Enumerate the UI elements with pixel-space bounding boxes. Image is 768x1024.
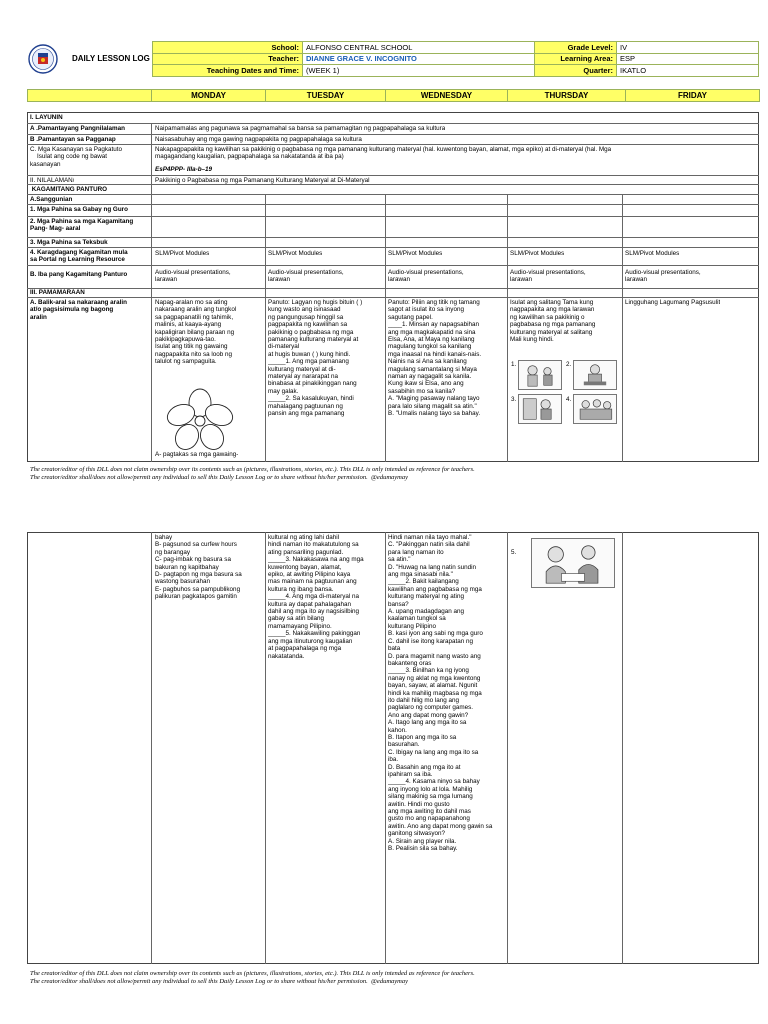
iba-label: B. Iba pang Kagamitang Panturo [30, 271, 128, 278]
day-friday: FRIDAY [626, 90, 760, 102]
thursday-pic-label-1: 1. [511, 361, 517, 368]
day-wednesday: WEDNESDAY [386, 90, 508, 102]
school-label: School: [153, 42, 303, 54]
nilalaman-label: II. NILALAMAN/ [30, 177, 75, 184]
gabay-label: 1. Mga Pahina sa Gabay ng Guro [30, 206, 128, 213]
pagganap-label: B .Pamantayan sa Pagganap [30, 136, 116, 143]
slm-tuesday: SLM/Pivot Modules [268, 250, 323, 257]
slm-friday: SLM/Pivot Modules [625, 250, 680, 257]
thursday-picture-5 [531, 538, 615, 588]
iba-friday: Audio-visual presentations, larawan [625, 269, 701, 284]
thursday-pic-label-4: 4. [566, 396, 572, 403]
slm-thursday: SLM/Pivot Modules [510, 250, 565, 257]
monday-last-line-p1: A- pagtakas sa mga gawaing- [155, 451, 239, 458]
thursday-pic-label-2: 2. [566, 361, 572, 368]
pamantayang-value: Naipamamalas ang pagunawa sa pagmamahal sa bansa sa pamamagitan ng pagpapahalaga sa kultura [155, 125, 446, 132]
footer-line2-p2: The creator/editor shall/does not allow/permit any individual to sell this Daily Lesson Log or to share without his/her permission. @edumaymay [30, 978, 408, 985]
area-value: ESP [617, 53, 759, 65]
doc-title: DAILY LESSON LOG [72, 54, 150, 63]
day-tuesday: TUESDAY [266, 90, 386, 102]
friday-content-p1: Lingguhang Lagumang Pagsusulit [625, 299, 721, 306]
nilalaman-value: Pakikinig o Pagbabasa ng mga Pamanang Kulturang Materyal at Di-Materyal [155, 177, 370, 184]
thursday-picture-1 [518, 360, 562, 390]
thursday-picture-3 [518, 394, 562, 424]
grade-value: IV [617, 42, 759, 54]
deped-seal-logo [28, 44, 58, 74]
day-thursday: THURSDAY [508, 90, 626, 102]
header-info-table [152, 41, 759, 77]
pamantayang-label: A .Pamantayang Pangnilalaman [30, 125, 125, 132]
monday-content-p2: bahay B- pagsunod sa curfew hours ng barangay C- pag-imbak ng basura sa bakuran ng kapitbahay D- pagtapon ng mga basura sa wastong basurahan E- pagbuhos sa pampublikong palikuran pagkatapos gamitin [155, 534, 242, 601]
area-label: Learning Area: [535, 53, 617, 65]
thursday-pic-label-3: 3. [511, 396, 517, 403]
balik-aral-label: A. Balik-aral sa nakaraang aralin at/o pagsisimula ng bagong aralin [30, 299, 127, 321]
day-header-row [27, 89, 760, 102]
iba-monday: Audio-visual presentations, larawan [155, 269, 231, 284]
slm-monday: SLM/Pivot Modules [155, 250, 210, 257]
sanggunian-label: A.Sanggunian [30, 196, 73, 203]
grade-label: Grade Level: [535, 42, 617, 54]
footer-line1-p2: The creator/editor of this DLL does not claim ownership over its contents such as (pictures, illustrations, stories, etc.). This DLL is only intended as reference for teachers. [30, 970, 475, 977]
thursday-content-p1: Isulat ang salitang Tama kung nagpapakita ang mga larawan ng kawilihan sa pakikinig o pagbabasa ng mga pamanang kulturang materyal at salitang Mali kung hindi. [510, 299, 596, 344]
layunin-heading: I. LAYUNIN [30, 114, 63, 121]
tuesday-content-p1: Panuto: Lagyan ng hugis bituin ( ) kung wasto ang isinasaad ng pangungusap hinggil sa pagpapakita ng kawilihan sa pakikinig o pagbabasa ng mga pamanang kulturang materyal at di-materyal at hugis buwan ( ) kung hindi. _____1. Ang mga pamanang kulturang materyal at di- materyal ay nararapat na binabasa at pinakikinggan nang may galak. _____2. Sa kasalukuyan, hindi mahalagang pagtuunan ng pansin ang mga pamanang [268, 299, 363, 418]
thursday-pic-label-5: 5. [511, 549, 517, 556]
quarter-label: Quarter: [535, 65, 617, 77]
thursday-picture-4 [573, 394, 617, 424]
dates-value: (WEEK 1) [303, 65, 535, 77]
day-header-blank [28, 90, 152, 102]
pamamaraan-heading: III. PAMAMARAAN [30, 289, 85, 296]
day-monday: MONDAY [152, 90, 266, 102]
kagamitang-pang-label: 2. Mga Pahina sa mga Kagamitang Pang- Mag- aaral [30, 218, 134, 233]
monday-content-p1: Napag-aralan mo sa ating nakaraang aralin ang tungkol sa pagpapanatili ng tahimik, malinis, at kaaya-ayang kapaligiran bilang paraan ng pakikipagkapuwa-tao. Isulat ang titik ng gawaing nagpapakita nito sa loob ng talulot ng sampaguita. [155, 299, 237, 366]
school-value: ALFONSO CENTRAL SCHOOL [303, 42, 535, 54]
thursday-picture-2 [573, 360, 617, 390]
iba-tuesday: Audio-visual presentations, larawan [268, 269, 344, 284]
iba-wednesday: Audio-visual presentations, larawan [388, 269, 464, 284]
wednesday-content-p2: Hindi naman nila tayo mahal." C. "Pakinggan natin sila dahil para lang naman ito sa atin." D. "Huwag na lang natin sundin ang mga sinasabi nila." _____2. Bakit kailangang kawilihan ang pagbabasa ng mga kulturang materyal ng ating bansa? A. upang madagdagan ang kaalaman tungkol sa kulturang Pilipino B. kasi iyon ang sabi ng mga guro C. dahil ise itong karapatan ng bata D. para magamit nang wasto ang bakanteng oras _____3. Binilhan ka ng iyong nanay ng aklat ng mga kwentong bayan, sayaw, at alamat. Ngunit hindi ka mahilig magbasa ng mga ito dahil hilig mo lang ang paglalaro ng computer games. Ano ang dapat mong gawin? A. Itago lang ang mga ito sa kahon. B. Itapon ang mga ito sa basurahan. C. Ibigay na lang ang mga ito sa iba. D. Basahin ang mga ito at ipahiram sa iba. _____4. Kasama ninyo sa bahay ang inyong lolo at lola. Mahilig silang makinig sa mga lumang awitin. Hindi mo gusto ang mga awiting ito dahil mas gusto mo ang napapanahong awitin. Ano ang dapat mong gawin sa ganitong sitwasyon? A. Sirain ang player nila. B. Pealisin sila sa bahay. [388, 534, 493, 853]
quarter-value: IKATLO [617, 65, 759, 77]
slm-wednesday: SLM/Pivot Modules [388, 250, 443, 257]
wednesday-content-p1: Panuto: Piliin ang titik ng tamang sagot at isulat ito sa inyong sagutang papel. ____1. Minsan ay napagsabihan ang mga magkakapatid na sina Elsa, Ana, at Maya ng kanilang magulang tungkol sa kanilang mga inaasal na hindi kanais-nais. Nainis na si Ana sa kanilang magulang samantalang si Maya naman ay nagagalit sa kanila. Kung ikaw si Elsa, ano ang sasabihin mo sa kanila? A. "Maging pasaway nalang tayo para lalo silang magalit sa atin." B. "Umalis nalang tayo sa bahay. [388, 299, 482, 418]
footer-line2-p1: The creator/editor shall/does not allow/permit any individual to sell this Daily Lesson Log or to share without his/her permission. @edumaymay [30, 474, 408, 481]
teacher-label: Teacher: [153, 53, 303, 65]
tuesday-content-p2: kultural ng ating lahi dahil hindi naman ito makatutulong sa ating pansariling pagunlad. _____3. Nakakasawa na ang mga kuwentong bayan, alamat, epiko, at awiting Pilipino kaya mas mainam na pagtuunan ang kultura ng ibang bansa. _____4. Ang mga di-materyal na kultura ay dapat pahalagahan dahil ang mga ito ay nagsisilbing gabay sa atin bilang mamamayang Pilipino. _____5. Nakakawiling pakinggan ang mga itinuturong kaugalian at pagpapahalaga ng mga nakatatanda. [268, 534, 364, 660]
dates-label: Teaching Dates and Time: [153, 65, 303, 77]
kasanayan-code: EsP4PPP- IIIa-b–19 [155, 166, 213, 173]
teksbuk-label: 3. Mga Pahina sa Teksbuk [30, 239, 108, 246]
karagdagang-label: 4. Karagdagang Kagamitan mula sa Portal ng Learning Resource [30, 249, 128, 264]
footer-line1-p1: The creator/editor of this DLL does not claim ownership over its contents such as (pictures, illustrations, stories, etc.). This DLL is only intended as reference for teachers. [30, 466, 475, 473]
sampaguita-flower-illustration [160, 387, 240, 453]
pagganap-value: Naisasabuhay ang mga gawing nagpapakita ng pagpapahalaga sa kultura [155, 136, 362, 143]
kagamitan-label: KAGAMITANG PANTURO [30, 186, 108, 193]
teacher-value: DIANNE GRACE V. INCOGNITO [303, 53, 535, 65]
iba-thursday: Audio-visual presentations, larawan [510, 269, 586, 284]
kasanayan-label: C. Mga Kasanayan sa Pagkatuto Isulat ang code ng bawat kasanayan [30, 146, 123, 168]
kasanayan-value: Nakapagpapakita ng kawilihan sa pakikinig o pagbabasa ng mga pamanang kulturang materyal (hal. kuwentong bayan, alamat, mga epiko) at di-materyal (hal. Mga magagandang kaugalian, pagpapahalaga sa nakatatanda at iba pa) [155, 146, 612, 161]
